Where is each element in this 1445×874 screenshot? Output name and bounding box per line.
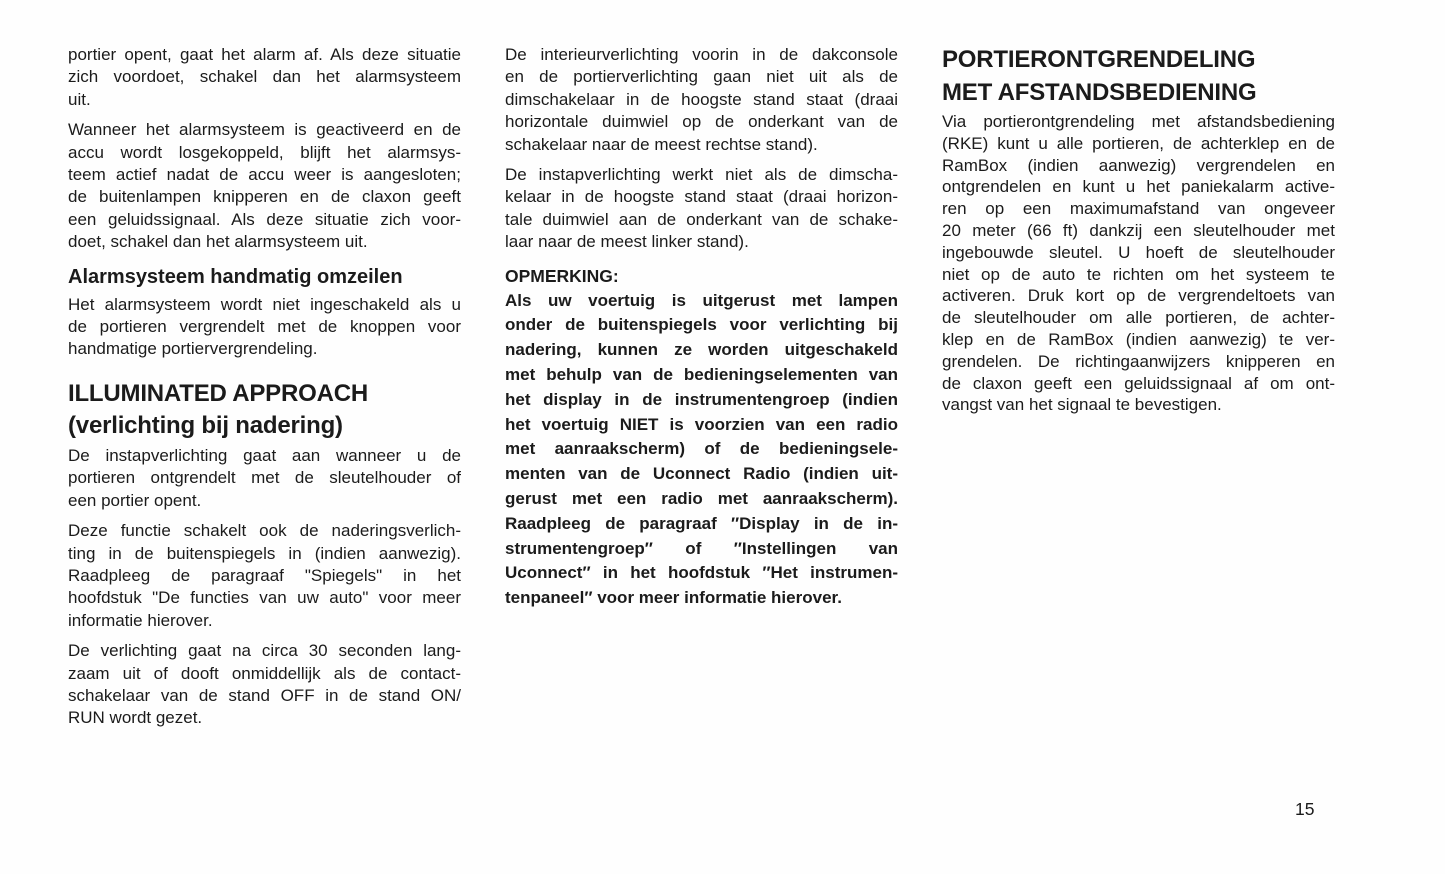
- text-line: RUN wordt gezet.: [68, 708, 203, 728]
- text-line: 20 meter (66 ft) dankzij een sleutelhouder met: [942, 220, 1335, 240]
- text-line: de buitenlampen knipperen en de claxon geeft: [68, 187, 461, 207]
- text-line: grendelen. De richtingaanwijzers knipperen en: [942, 351, 1335, 371]
- subsection-heading: [68, 264, 461, 290]
- text-line: schakelaar van de stand OFF in de stand ON/: [68, 685, 461, 705]
- text-line: menten van de Uconnect Radio (indien uit-: [505, 464, 898, 484]
- text-line: de sleutelhouder om alle portieren, de achter-: [942, 308, 1335, 328]
- text-line: ren op een maximumafstand van ongeveer: [942, 199, 1335, 219]
- body-paragraph: [68, 44, 461, 111]
- text-line: Uconnect″ in het hoofdstuk ″Het instrumen-: [505, 563, 898, 583]
- column-right: [942, 44, 1335, 730]
- note-paragraph: [505, 289, 898, 611]
- text-line: RamBox (indien aanwezig) vergrendelen en: [942, 155, 1335, 175]
- text-line: Deze functie schakelt ook de naderingsverlich-: [68, 521, 461, 541]
- text-line: doet, schakel dan het alarmsysteem uit.: [68, 232, 368, 252]
- text-line: De instapverlichting werkt niet als de dimscha-: [505, 165, 898, 185]
- text-line: MET AFSTANDSBEDIENING: [942, 78, 1257, 106]
- text-line: kelaar in de hoogste stand staat (draai horizon-: [505, 187, 898, 207]
- text-line: vangst van het signaal te bevestigen.: [942, 395, 1222, 415]
- text-line: teem actief nadat de accu weer is aangesloten;: [68, 165, 461, 185]
- text-line: handmatige portiervergrendeling.: [68, 339, 318, 359]
- text-line: zaam uit of dooft onmiddellijk als de contact-: [68, 663, 461, 683]
- text-line: ontgrendelen en kunt u het paniekalarm active-: [942, 177, 1335, 197]
- note-label: [505, 264, 898, 289]
- text-line: tale duimwiel aan de onderkant van de schake-: [505, 209, 898, 229]
- text-line: hoofdstuk "De functies van uw auto" voor meer: [68, 588, 461, 608]
- text-line: portier opent, gaat het alarm af. Als deze situatie: [68, 45, 461, 64]
- text-line: het voertuig NIET is voorzien van een radio: [505, 414, 898, 434]
- text-line: klep en de RamBox (indien aanwezig) te ver-: [942, 329, 1335, 349]
- text-line: dimschakelaar in de hoogste stand staat (draai: [505, 89, 898, 109]
- text-line: portieren ontgrendelt met de sleutelhouder of: [68, 468, 461, 488]
- text-line: nadering, kunnen ze worden uitgeschakeld: [505, 340, 898, 360]
- text-line: strumentengroep″ of ″Instellingen van: [505, 538, 898, 558]
- text-line: het display in de instrumentengroep (indien: [505, 389, 898, 409]
- text-line: Alarmsysteem handmatig omzeilen: [68, 265, 403, 288]
- text-line: ILLUMINATED APPROACH: [68, 379, 368, 407]
- text-line: Raadpleeg de paragraaf ″Display in de in-: [505, 513, 898, 533]
- text-line: zich voordoet, schakel dan het alarmsysteem: [68, 67, 461, 87]
- text-line: (RKE) kunt u alle portieren, de achterklep en de: [942, 133, 1335, 153]
- text-line: Wanneer het alarmsysteem is geactiveerd en de: [68, 120, 461, 140]
- text-line: Raadpleeg de paragraaf "Spiegels" in het: [68, 565, 461, 585]
- text-line: horizontale duimwiel op de onderkant van de: [505, 112, 898, 132]
- text-line: met aanraakscherm) of de bedieningsele-: [505, 439, 898, 459]
- text-line: De interieurverlichting voorin in de dakconsole: [505, 45, 898, 64]
- text-line: (verlichting bij nadering): [68, 412, 343, 440]
- section-heading: [68, 378, 461, 443]
- section-heading: [942, 44, 1335, 109]
- text-line: laar naar de meest linker stand).: [505, 232, 749, 252]
- column-left: [68, 44, 461, 730]
- column-middle: [505, 44, 898, 730]
- text-line: PORTIERONTGRENDELING: [942, 46, 1256, 73]
- text-line: schakelaar naar de meest rechtse stand).: [505, 134, 818, 154]
- text-line: de portieren vergrendelt met de knoppen voor: [68, 317, 461, 337]
- text-line: OPMERKING:: [505, 265, 619, 286]
- body-paragraph: [505, 44, 898, 156]
- text-line: De instapverlichting gaat aan wanneer u de: [68, 445, 461, 465]
- text-line: tenpaneel″ voor meer informatie hierover.: [505, 588, 842, 608]
- text-line: De verlichting gaat na circa 30 seconden lang-: [68, 641, 461, 661]
- page-number: 15: [1295, 799, 1315, 819]
- text-line: uit.: [68, 89, 91, 109]
- text-line: een geluidssignaal. Als deze situatie zich voor-: [68, 209, 461, 229]
- text-line: een portier opent.: [68, 490, 202, 510]
- text-line: onder de buitenspiegels voor verlichting bij: [505, 315, 898, 335]
- text-line: de claxon geeft een geluidssignaal af om ont-: [942, 373, 1335, 393]
- text-line: Als uw voertuig is uitgerust met lampen: [505, 290, 898, 310]
- text-line: ingebouwde sleutel. U hoeft de sleutelhouder: [942, 242, 1335, 262]
- text-line: ting in de buitenspiegels in (indien aanwezig).: [68, 543, 461, 563]
- text-line: gerust met een radio met aanraakscherm).: [505, 489, 898, 509]
- text-line: activeren. Druk kort op de vergrendeltoets van: [942, 286, 1335, 306]
- body-paragraph: [68, 294, 461, 361]
- text-line: Via portierontgrendeling met afstandsbediening: [942, 112, 1335, 131]
- body-paragraph: [68, 119, 461, 253]
- body-paragraph: [68, 520, 461, 632]
- body-paragraph: [505, 164, 898, 254]
- text-line: met behulp van de bedieningselementen van: [505, 365, 898, 385]
- text-line: accu wordt losgekoppeld, blijft het alarmsys-: [68, 142, 461, 162]
- body-paragraph: [68, 640, 461, 730]
- text-line: en de portierverlichting gaan niet uit als de: [505, 67, 898, 87]
- body-paragraph: [68, 445, 461, 512]
- body-paragraph: [942, 111, 1335, 416]
- text-line: informatie hierover.: [68, 610, 213, 630]
- text-line: niet op de auto te richten om het systeem te: [942, 264, 1335, 284]
- text-line: Het alarmsysteem wordt niet ingeschakeld als u: [68, 294, 461, 314]
